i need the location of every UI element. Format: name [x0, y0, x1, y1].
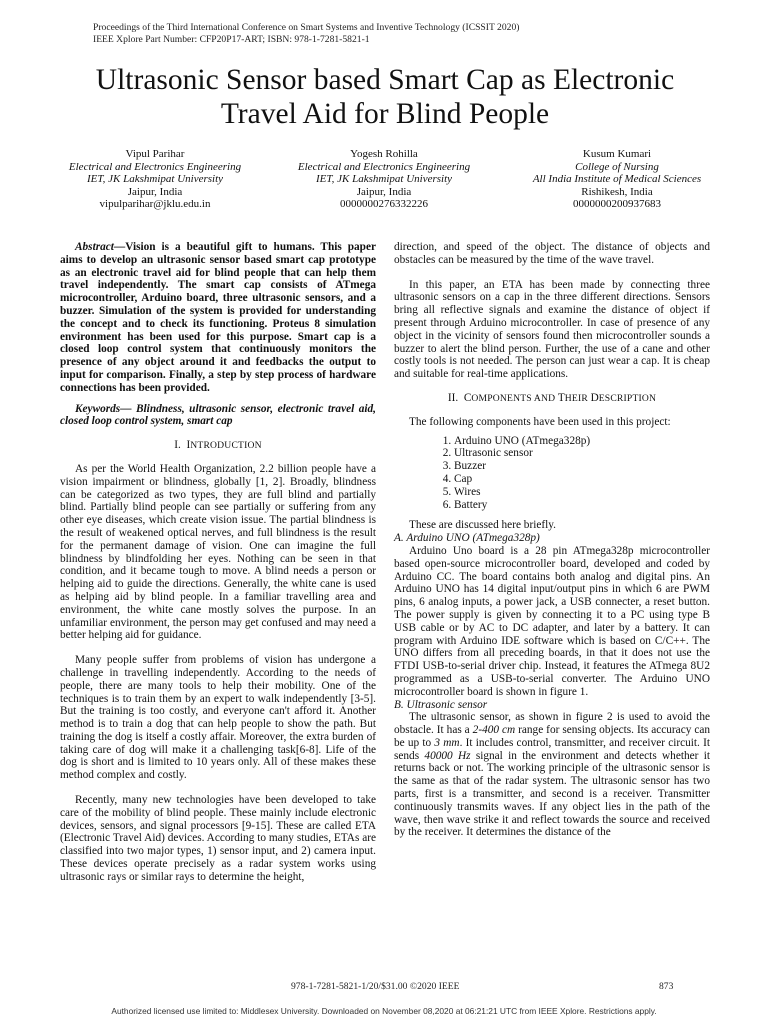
- paragraph: As per the World Health Organization, 2.2 billion people have a vision impairment or blindness, globally [1, 2]. Broadly, blindness can be categorized as two types, they are full blind and partially blind. Partially blind people can see partially or suffering from any other eye diseases, which create vision issue. The partial blindness is the result of weakened optical nerves, and full blindness is the result for the permanent damage of vision. One can imagine the full blindness by blindfolding her eyes. Nothing can be seen in that condition, and it became tough to move. A blind needs a person or helping aid to guide the directions. Generally, the white cane is used as helping aid by blind people. In a familiar travelling area and environment, the white cane mostly solves the purpose. In an unfamiliar environment, the person may get confused and may need a better helping aid for guidance.: [60, 462, 376, 642]
- paragraph: Recently, many new technologies have been developed to take care of the mobility of blind people. These mainly include electronic devices, sensors, and signal processors [9-15]. These are called ETA (Electronic Travel Aid) devices. According to many studies, ETAs are classified into two major types, 1) sensor input, and 2) camera input. These devices operate precisely as a radar system works using ultrasonic rays or similar rays to determine the height,: [60, 794, 376, 883]
- list-item: 1. Arduino UNO (ATmega328p): [454, 435, 710, 448]
- left-column: [60, 241, 376, 884]
- list-item: 3. Buzzer: [454, 460, 710, 473]
- author-2: [284, 148, 484, 211]
- conference-header: [93, 22, 519, 46]
- author-city: Jaipur, India: [127, 185, 183, 198]
- conference-line: Proceedings of the Third International Conference on Smart Systems and Inventive Technology (ICSSIT 2020): [93, 22, 520, 33]
- author-dept: College of Nursing: [575, 160, 659, 173]
- right-column: [394, 241, 710, 839]
- paragraph: The following components have been used in this project:: [409, 415, 671, 428]
- paragraph: In this paper, an ETA has been made by connecting three ultrasonic sensors on a cap in the three different directions. Sensors bring all reflective signals and examine the distance of object if present through Arduino microcontroller. In case of presence of any object in the vicinity of sensors found then microcontroller sounds a buzzer to alert the blind person. Further, the use of a cane and other costly tools is not needed. The person can just wear a cap. It is cheap and suitable for real-time applications.: [394, 278, 710, 381]
- author-orcid: 0000000200937683: [573, 198, 661, 211]
- abstract: Abstract—Vision is a beautiful gift to humans. This paper aims to develop an ultrasonic sensor based smart cap prototype as an electronic travel aid for blind people that can help them travel independently. The smart cap consists of ATmega microcontroller, Arduino board, three ultrasonic sensors, and a buzzer. Simulation of the system is provided for understanding the concept and to check its functioning. Proteus 8 simulation environment has been used for this purpose. Smart cap is a closed loop control system that continuously monitors the presence of any object around it and feedbacks the output to input for comparison. Finally, a step by step process of hardware connections has been provided.: [60, 241, 376, 394]
- author-institution: IET, JK Lakshmipat University: [315, 173, 453, 186]
- section-heading-components: II. COMPONENTS AND THEIR DESCRIPTION: [447, 391, 657, 404]
- paragraph: These are discussed here briefly.: [409, 519, 557, 532]
- author-3: [515, 148, 719, 211]
- author-city: Jaipur, India: [356, 185, 412, 198]
- list-item: 2. Ultrasonic sensor: [454, 447, 710, 460]
- components-list: [394, 435, 710, 512]
- isbn-line: IEEE Xplore Part Number: CFP20P17-ART; ISBN: 978-1-7281-5821-1: [93, 34, 370, 45]
- subsection-heading-ultrasonic: B. Ultrasonic sensor: [394, 698, 488, 711]
- paragraph: The ultrasonic sensor, as shown in figure 2 is used to avoid the obstacle. It has a 2-400 cm range for sensing objects. Its accuracy can be up to 3 mm. It includes control, transmitter, and receiver circuit. It sends 40000 Hz signal in the environment and detects whether it returns back or not. The working principle of the ultrasonic sensor is the same as that of the radar system. The ultrasonic sensor has two parts, first is a transmitter, and second is a receiver. Transmitter continuously transmits waves. If any object lies in the path of the wave, then wave strike it and reflect towards the source and received by the receiver. It determines the distance of the: [394, 711, 710, 839]
- license-notice: Authorized licensed use limited to: Middlesex University. Downloaded on November 08,2020 at 06:21:21 UTC from IEEE Xplore. Restrictions apply.: [111, 1006, 657, 1016]
- paragraph: direction, and speed of the object. The distance of objects and obstacles can be measured by the time of the wave travel.: [394, 241, 710, 266]
- list-item: 4. Cap: [454, 473, 710, 486]
- author-institution: All India Institute of Medical Sciences: [532, 173, 702, 186]
- author-email[interactable]: vipulparihar@jklu.edu.in: [99, 198, 211, 211]
- list-item: 5. Wires: [454, 486, 710, 499]
- author-orcid: 0000000276332226: [340, 198, 428, 211]
- paper-title: Ultrasonic Sensor based Smart Cap as Electronic Travel Aid for Blind People: [95, 64, 675, 130]
- subsection-heading-arduino: A. Arduino UNO (ATmega328p): [394, 532, 540, 545]
- author-1: [55, 148, 255, 211]
- author-dept: Electrical and Electronics Engineering: [297, 160, 471, 173]
- copyright-line: 978-1-7281-5821-1/20/$31.00 ©2020 IEEE: [291, 981, 460, 992]
- author-city: Rishikesh, India: [581, 185, 653, 198]
- paragraph: Arduino Uno board is a 28 pin ATmega328p microcontroller based open-source microcontroller board, developed and coded by Arduino CC. The board contains both analog and digital pins. An Arduino UNO has 14 digital input/output pins in which 6 are PWM pins, 6 analog inputs, a power jack, a USB connecter, a reset button. The power supply is given by connecting it to a PC using type B USB cable or by AC to DC adapter, and later by a battery. It can program with Arduino IDE software which is based on C/C++. The UNO differs from all preceding boards, in that it does not use the FTDI USB-to-serial driver chip. Instead, it features the ATmega 8U2 programmed as a USB-to-serial converter. The Arduino UNO microcontroller board is shown in figure 1.: [394, 544, 710, 698]
- author-name: Kusum Kumari: [582, 148, 652, 160]
- author-institution: IET, JK Lakshmipat University: [86, 173, 224, 186]
- section-heading-introduction: I. INTRODUCTION: [174, 439, 262, 452]
- author-name: Vipul Parihar: [125, 148, 185, 160]
- author-name: Yogesh Rohilla: [350, 148, 418, 160]
- keywords: Keywords— Blindness, ultrasonic sensor, electronic travel aid, closed loop control system, smart cap: [60, 402, 376, 428]
- author-dept: Electrical and Electronics Engineering: [68, 160, 242, 173]
- paragraph: Many people suffer from problems of vision has undergone a challenge in travelling independently. According to the needs of people, there are many tools to help their mobility. One of the techniques is to train them by an expert to walk independently [3-5]. But the training is too costly, and everyone can't afford it. Another method is to train a dog that can help people to show the path. But training the dog is itself a costly affair. Moreover, the extra burden of taking care of dog will make it a challenging task[6-8]. Life of the dog is short and is limited to 10 years only. All of these makes these method complex and costly.: [60, 654, 376, 782]
- page-number: 873: [659, 981, 674, 992]
- list-item: 6. Battery: [454, 499, 710, 512]
